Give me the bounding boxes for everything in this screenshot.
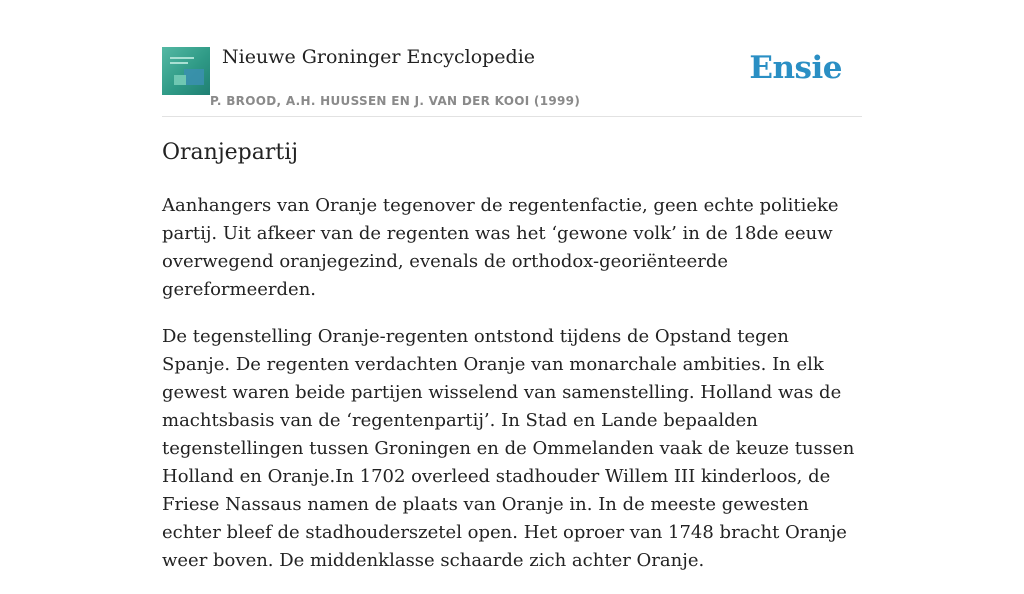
entry-title: Oranjepartij	[162, 140, 299, 165]
book-authors: P. BROOD, A.H. HUUSSEN EN J. VAN DER KOOI (1999)	[210, 94, 581, 108]
book-title-link[interactable]: Nieuwe Groninger Encyclopedie	[222, 46, 536, 68]
book-cover-image[interactable]	[162, 47, 210, 95]
entry-paragraph: De tegenstelling Oranje-regenten ontstond tijdens de Opstand tegen Spanje. De regenten verdachten Oranje van monarchale ambities. In elk gewest waren beide partijen wisselend van samenstelling. Holland was de machtsbasis van de ‘regentenpartij’. In Stad en Lande bepaalden tegenstellingen tussen Groningen en de Ommelanden vaak de keuze tussen Holland en Oranje.In 1702 overleed stadhouder Willem III kinderloos, de Friese Nassaus namen de plaats van Oranje in. In de meeste gewesten echter bleef de stadhouderszetel open. Het oproer van 1748 bracht Oranje weer boven. De middenklasse schaarde zich achter Oranje.	[162, 326, 855, 571]
entry-body	[162, 192, 862, 594]
page-header	[162, 46, 862, 117]
entry-paragraph: Aanhangers van Oranje tegenover de regentenfactie, geen echte politieke partij. Uit afkeer van de regenten was het ‘gewone volk’ in de 18de eeuw overwegend oranjegezind, evenals de orthodox-georiënteerde gereformeerden.	[162, 195, 839, 300]
ensie-logo[interactable]: Ensie	[749, 50, 842, 86]
